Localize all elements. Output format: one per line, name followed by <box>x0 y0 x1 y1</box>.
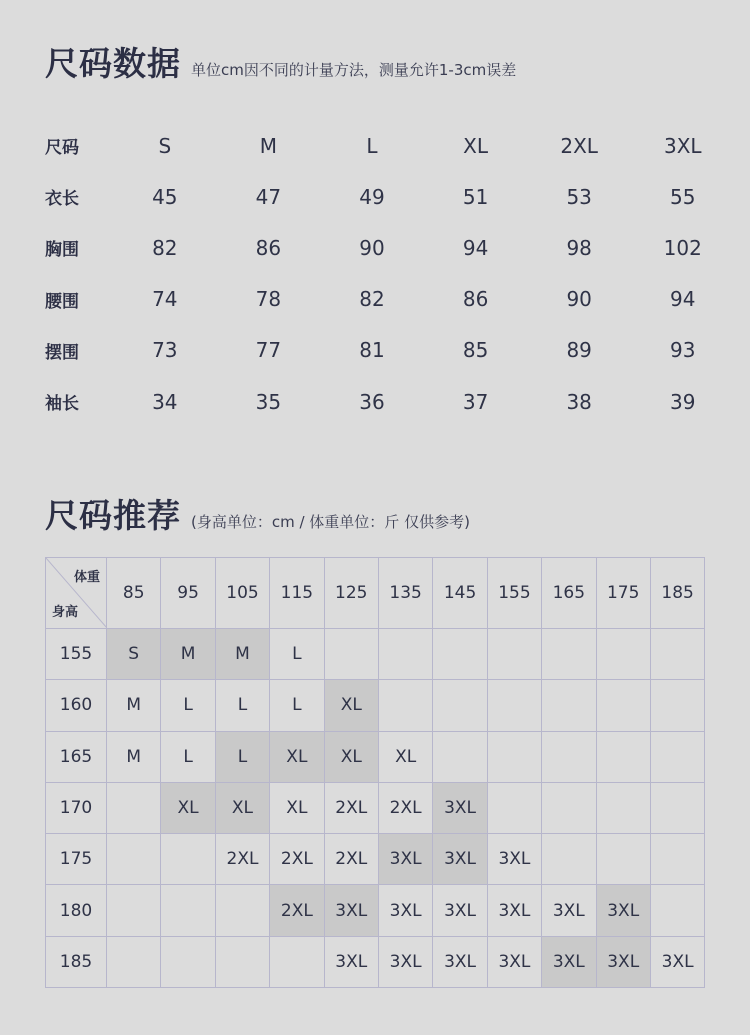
size-recommend-cell: XL <box>215 782 269 833</box>
size-recommend-cell <box>378 680 432 731</box>
measurement-label: 胸围 <box>45 240 79 261</box>
size-recommend-cell <box>596 731 650 782</box>
weight-header-cell: 95 <box>161 558 215 629</box>
measurement-value: 34 <box>152 389 178 414</box>
weight-header-row <box>46 558 705 629</box>
table-row <box>46 834 705 885</box>
size-recommend-cell: 3XL <box>596 936 650 987</box>
corner-cell <box>46 558 107 629</box>
size-recommend-cell <box>161 834 215 885</box>
size-recommend-cell: 2XL <box>324 782 378 833</box>
size-recommend-cell <box>378 629 432 680</box>
measurement-value: 86 <box>462 287 489 312</box>
size-data-table <box>45 120 735 427</box>
size-recommend-cell <box>542 731 596 782</box>
measurement-value: 73 <box>152 338 178 363</box>
table-row <box>46 782 705 833</box>
size-recommend-cell: XL <box>324 680 378 731</box>
size-data-title: 尺码数据 <box>45 44 181 83</box>
height-label-cell: 180 <box>46 885 107 936</box>
measurement-value: 78 <box>255 287 282 312</box>
measurement-value: 36 <box>359 389 385 414</box>
table-row <box>46 629 705 680</box>
measurement-value: 38 <box>566 389 592 414</box>
measurement-label: 摆围 <box>45 342 79 363</box>
size-recommend-cell <box>215 885 269 936</box>
weight-header-cell: 105 <box>215 558 269 629</box>
weight-header-cell: 125 <box>324 558 378 629</box>
size-recommend-cell: 2XL <box>270 834 324 885</box>
measurement-value: 49 <box>359 184 385 209</box>
size-recommend-cell <box>433 731 487 782</box>
size-recommend-cell: 3XL <box>378 885 432 936</box>
size-recommend-cell <box>161 885 215 936</box>
size-recommend-cell: 3XL <box>433 834 487 885</box>
measurement-value: 39 <box>670 389 696 414</box>
size-header-cell: M <box>259 133 278 158</box>
size-header-cell: S <box>158 133 172 158</box>
size-data-row <box>45 325 735 376</box>
weight-header-cell: 115 <box>270 558 324 629</box>
measurement-value: 55 <box>670 184 696 209</box>
size-data-row <box>45 222 735 273</box>
measurement-value: 90 <box>566 287 592 312</box>
size-recommend-table <box>45 557 705 988</box>
size-recommend-cell <box>650 680 704 731</box>
height-label-cell: 155 <box>46 629 107 680</box>
measurement-value: 93 <box>670 338 696 363</box>
size-recommend-cell <box>596 680 650 731</box>
size-data-row <box>45 274 735 325</box>
size-recommend-cell <box>487 629 541 680</box>
size-recommend-cell <box>107 936 161 987</box>
height-label-cell: 170 <box>46 782 107 833</box>
size-recommend-cell: 3XL <box>433 936 487 987</box>
size-recommend-cell: L <box>215 731 269 782</box>
measurement-label: 衣长 <box>45 189 79 210</box>
weight-header-cell: 135 <box>378 558 432 629</box>
size-recommend-cell: XL <box>378 731 432 782</box>
size-recommend-cell: 3XL <box>378 936 432 987</box>
size-recommend-cell: 2XL <box>378 782 432 833</box>
size-recommend-cell: XL <box>270 731 324 782</box>
size-recommend-cell <box>596 629 650 680</box>
size-recommend-cell: XL <box>270 782 324 833</box>
size-recommend-cell: 3XL <box>487 885 541 936</box>
weight-header-cell: 175 <box>596 558 650 629</box>
table-row <box>46 731 705 782</box>
size-recommend-cell: 3XL <box>650 936 704 987</box>
size-recommend-cell <box>596 782 650 833</box>
size-recommend-cell <box>596 834 650 885</box>
weight-header-cell: 145 <box>433 558 487 629</box>
size-recommend-cell: 3XL <box>596 885 650 936</box>
size-recommend-cell: M <box>107 680 161 731</box>
size-recommend-title: 尺码推荐 <box>45 496 181 535</box>
size-recommend-cell <box>487 731 541 782</box>
size-recommend-cell <box>542 680 596 731</box>
measurement-value: 82 <box>359 287 385 312</box>
size-recommend-cell: 3XL <box>433 782 487 833</box>
measurement-value: 86 <box>255 235 282 260</box>
size-recommend-cell: 2XL <box>215 834 269 885</box>
height-label-cell: 175 <box>46 834 107 885</box>
size-recommend-cell: 3XL <box>324 885 378 936</box>
table-row <box>46 936 705 987</box>
size-recommend-header <box>45 490 470 537</box>
size-recommend-cell: L <box>270 680 324 731</box>
measurement-value: 45 <box>152 184 178 209</box>
size-recommend-cell: M <box>107 731 161 782</box>
measurement-value: 47 <box>255 184 282 209</box>
size-recommend-cell: 3XL <box>487 936 541 987</box>
size-recommend-cell: 3XL <box>487 834 541 885</box>
size-recommend-cell: L <box>270 629 324 680</box>
size-recommend-cell: XL <box>324 731 378 782</box>
weight-header-cell: 185 <box>650 558 704 629</box>
size-header-label: 尺码 <box>45 138 79 159</box>
corner-height-label: 身高 <box>52 605 79 620</box>
size-recommend-cell: 3XL <box>433 885 487 936</box>
table-row <box>46 885 705 936</box>
size-recommend-cell <box>215 936 269 987</box>
size-recommend-cell: 2XL <box>324 834 378 885</box>
measurement-value: 94 <box>670 287 696 312</box>
weight-header-cell: 155 <box>487 558 541 629</box>
size-recommend-cell: M <box>215 629 269 680</box>
table-row <box>46 680 705 731</box>
size-recommend-cell: 2XL <box>270 885 324 936</box>
weight-header-cell: 165 <box>542 558 596 629</box>
size-recommend-cell: M <box>161 629 215 680</box>
measurement-label: 袖长 <box>45 394 79 415</box>
measurement-value: 51 <box>462 184 489 209</box>
size-recommend-cell <box>324 629 378 680</box>
size-recommend-cell <box>107 782 161 833</box>
measurement-value: 81 <box>359 338 385 363</box>
size-recommend-cell <box>542 629 596 680</box>
size-recommend-subtitle: (身高单位：cm / 体重单位：斤 仅供参考) <box>191 513 470 531</box>
measurement-value: 98 <box>566 235 592 260</box>
size-data-header-row <box>45 120 735 171</box>
size-recommend-cell: 3XL <box>378 834 432 885</box>
size-recommend-cell <box>542 834 596 885</box>
measurement-value: 74 <box>152 287 178 312</box>
size-recommend-cell <box>270 936 324 987</box>
height-label-cell: 165 <box>46 731 107 782</box>
measurement-value: 77 <box>255 338 282 363</box>
size-recommend-cell: L <box>215 680 269 731</box>
size-header-cell: 2XL <box>560 133 598 158</box>
measurement-value: 90 <box>359 235 385 260</box>
size-recommend-cell <box>650 629 704 680</box>
size-recommend-cell <box>650 731 704 782</box>
measurement-value: 82 <box>152 235 178 260</box>
size-recommend-cell <box>107 834 161 885</box>
size-recommend-cell <box>650 782 704 833</box>
size-recommend-cell <box>433 680 487 731</box>
size-recommend-cell <box>433 629 487 680</box>
size-recommend-cell <box>161 936 215 987</box>
measurement-value: 89 <box>566 338 592 363</box>
size-header-cell: XL <box>463 133 488 158</box>
size-data-row <box>45 171 735 222</box>
measurement-value: 35 <box>255 389 282 414</box>
size-recommend-cell: L <box>161 680 215 731</box>
weight-header-cell: 85 <box>107 558 161 629</box>
measurement-value: 53 <box>566 184 592 209</box>
size-recommend-cell <box>487 782 541 833</box>
measurement-label: 腰围 <box>45 291 79 312</box>
size-header-cell: L <box>366 133 378 158</box>
measurement-value: 94 <box>462 235 489 260</box>
size-recommend-cell: S <box>107 629 161 680</box>
measurement-value: 85 <box>462 338 489 363</box>
size-recommend-cell: 3XL <box>542 885 596 936</box>
size-recommend-cell: L <box>161 731 215 782</box>
size-header-cell: 3XL <box>663 133 702 158</box>
size-recommend-cell <box>107 885 161 936</box>
corner-weight-label: 体重 <box>73 570 100 585</box>
size-recommend-cell <box>542 782 596 833</box>
size-recommend-cell <box>650 834 704 885</box>
size-recommend-cell: 3XL <box>324 936 378 987</box>
measurement-value: 102 <box>663 235 702 260</box>
size-data-row <box>45 376 735 427</box>
height-label-cell: 160 <box>46 680 107 731</box>
size-recommend-cell <box>487 680 541 731</box>
size-recommend-cell: 3XL <box>542 936 596 987</box>
size-data-header <box>45 38 516 85</box>
height-label-cell: 185 <box>46 936 107 987</box>
size-recommend-cell: XL <box>161 782 215 833</box>
size-recommend-cell <box>650 885 704 936</box>
size-data-subtitle: 单位cm因不同的计量方法，测量允许1-3cm误差 <box>191 61 517 79</box>
measurement-value: 37 <box>462 389 489 414</box>
